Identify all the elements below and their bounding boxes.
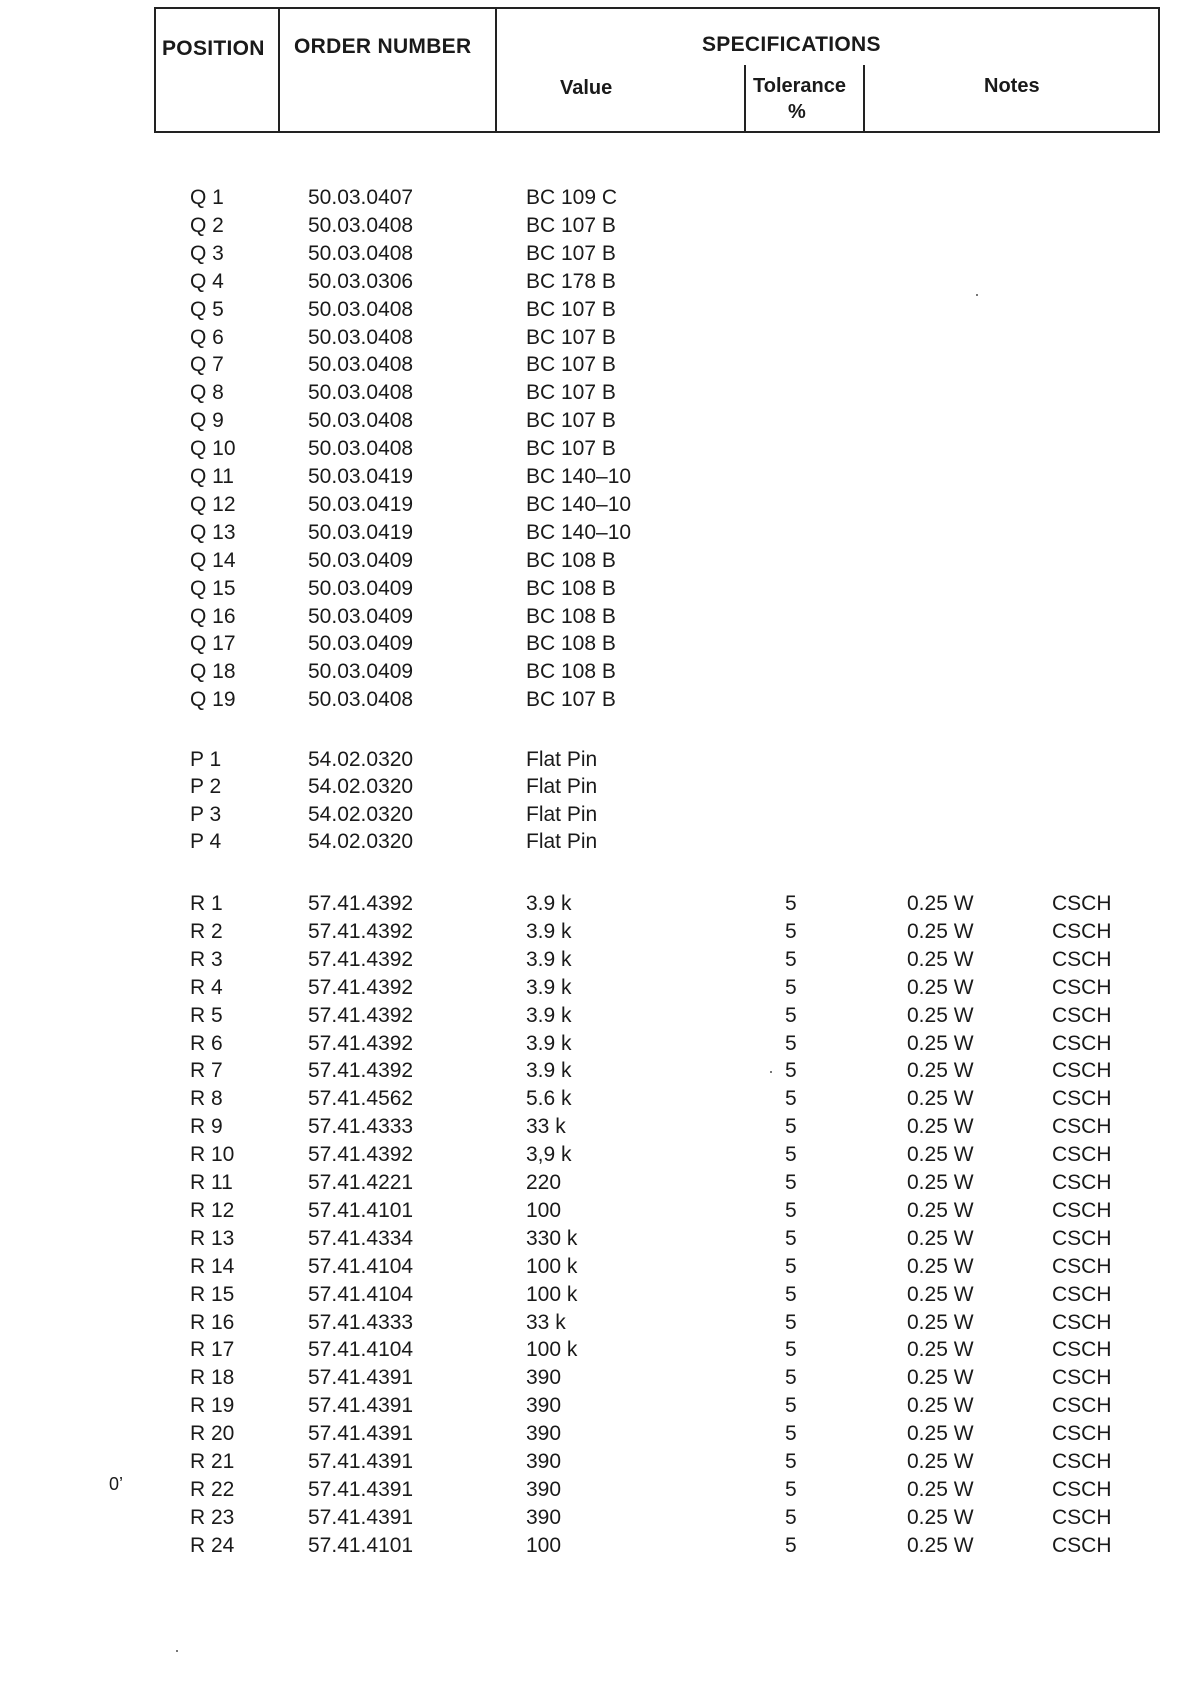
position-cell: P 4 (190, 829, 222, 853)
order-number-cell: 57.41.4334 (308, 1226, 414, 1250)
value-cell: 33 k (526, 1310, 566, 1334)
table-row (0, 298, 1190, 326)
table-row (0, 1255, 1190, 1283)
value-cell: Flat Pin (526, 829, 598, 853)
notes-cell: CSCH (1052, 1031, 1112, 1055)
position-cell: R 23 (190, 1505, 235, 1529)
notes-cell: CSCH (1052, 1338, 1112, 1362)
table-row (0, 549, 1190, 577)
power-cell: 0.25 W (907, 1254, 974, 1278)
value-cell: Flat Pin (526, 802, 598, 826)
notes-cell: CSCH (1052, 892, 1112, 915)
order-number-cell: 57.41.4104 (308, 1282, 414, 1306)
order-number-cell: 57.41.4333 (308, 1310, 414, 1334)
power-cell: 0.25 W (907, 1422, 974, 1446)
power-cell: 0.25 W (907, 1143, 974, 1167)
order-number-cell: 50.03.0419 (308, 465, 414, 488)
position-cell: Q 8 (190, 381, 224, 405)
value-cell: 390 (526, 1422, 562, 1446)
tolerance-cell: 5 (785, 1003, 797, 1027)
order-number-cell: 50.03.0409 (308, 576, 414, 600)
position-cell: Q 11 (190, 465, 234, 488)
table-row (0, 775, 1190, 803)
position-cell: R 2 (190, 919, 223, 943)
position-cell: Q 19 (190, 688, 236, 712)
header-value: Value (560, 77, 613, 99)
value-cell: 3.9 k (526, 1003, 572, 1027)
divider-tolerance (863, 65, 865, 131)
value-cell: 3.9 k (526, 1031, 572, 1055)
position-cell: R 9 (190, 1115, 223, 1139)
header-specifications: SPECIFICATIONS (702, 33, 881, 56)
order-number-cell: 50.03.0408 (308, 381, 414, 405)
order-number-cell: 57.41.4101 (308, 1533, 414, 1557)
value-cell: BC 108 B (526, 632, 616, 656)
table-row (0, 577, 1190, 605)
position-cell: R 10 (190, 1143, 235, 1167)
table-row (0, 660, 1190, 688)
value-cell: 3.9 k (526, 892, 572, 915)
power-cell: 0.25 W (907, 1533, 974, 1557)
order-number-cell: 50.03.0408 (308, 409, 414, 433)
power-cell: 0.25 W (907, 1115, 974, 1139)
tolerance-cell: 5 (785, 1310, 797, 1334)
position-cell: Q 10 (190, 437, 236, 461)
value-cell: 390 (526, 1394, 562, 1418)
value-cell: 100 k (526, 1338, 578, 1362)
value-cell: 390 (526, 1477, 562, 1501)
order-number-cell: 57.41.4333 (308, 1115, 414, 1139)
notes-cell: CSCH (1052, 1059, 1112, 1083)
value-cell: BC 108 B (526, 548, 616, 572)
value-cell: 220 (526, 1171, 562, 1194)
order-number-cell: 57.41.4562 (308, 1087, 414, 1111)
table-row (0, 920, 1190, 948)
position-cell: R 18 (190, 1366, 235, 1390)
order-number-cell: 50.03.0306 (308, 269, 414, 293)
order-number-cell: 57.41.4392 (308, 919, 414, 943)
tolerance-cell: 5 (785, 1087, 797, 1111)
position-cell: Q 13 (190, 520, 236, 544)
scan-speck (976, 294, 978, 296)
tolerance-cell: 5 (785, 1226, 797, 1250)
position-cell: R 19 (190, 1394, 235, 1418)
notes-cell: CSCH (1052, 1254, 1112, 1278)
table-row (0, 1143, 1190, 1171)
position-cell: R 6 (190, 1031, 223, 1055)
table-row (0, 1422, 1190, 1450)
table-row (0, 688, 1190, 716)
position-cell: Q 17 (190, 632, 236, 656)
tolerance-cell: 5 (785, 1282, 797, 1306)
tolerance-cell: 5 (785, 975, 797, 999)
table-row (0, 1059, 1190, 1087)
notes-cell: CSCH (1052, 1505, 1112, 1529)
position-cell: Q 18 (190, 660, 236, 684)
table-row (0, 1171, 1190, 1199)
position-cell: R 14 (190, 1254, 235, 1278)
table-row (0, 803, 1190, 831)
order-number-cell: 50.03.0409 (308, 660, 414, 684)
value-cell: 33 k (526, 1115, 566, 1139)
position-cell: R 17 (190, 1338, 235, 1362)
position-cell: R 3 (190, 947, 223, 971)
value-cell: BC 107 B (526, 381, 616, 405)
table-row (0, 1366, 1190, 1394)
position-cell: Q 6 (190, 325, 224, 349)
value-cell: 390 (526, 1366, 562, 1390)
position-cell: R 21 (190, 1450, 235, 1473)
position-cell: Q 5 (190, 297, 224, 321)
order-number-cell: 54.02.0320 (308, 829, 414, 853)
table-row (0, 270, 1190, 298)
value-cell: BC 107 B (526, 353, 616, 377)
order-number-cell: 50.03.0408 (308, 325, 414, 349)
position-cell: Q 3 (190, 241, 224, 265)
position-cell: R 20 (190, 1422, 235, 1446)
notes-cell: CSCH (1052, 1394, 1112, 1418)
position-cell: R 7 (190, 1059, 223, 1083)
power-cell: 0.25 W (907, 1477, 974, 1501)
table-row (0, 1115, 1190, 1143)
position-cell: R 1 (190, 892, 223, 915)
position-cell: R 12 (190, 1198, 235, 1222)
order-number-cell: 57.41.4391 (308, 1450, 414, 1473)
power-cell: 0.25 W (907, 892, 974, 915)
table-header (154, 7, 1160, 133)
position-cell: Q 7 (190, 353, 224, 377)
value-cell: 100 (526, 1533, 562, 1557)
position-cell: R 15 (190, 1282, 235, 1306)
order-number-cell: 57.41.4101 (308, 1198, 414, 1222)
order-number-cell: 57.41.4392 (308, 1003, 414, 1027)
position-cell: P 1 (190, 748, 222, 771)
tolerance-cell: 5 (785, 1171, 797, 1194)
table-row (0, 948, 1190, 976)
value-cell: 330 k (526, 1226, 578, 1250)
tolerance-cell: 5 (785, 1254, 797, 1278)
tolerance-cell: 5 (785, 1198, 797, 1222)
value-cell: BC 107 B (526, 241, 616, 265)
table-row (0, 892, 1190, 920)
table-row (0, 1338, 1190, 1366)
value-cell: 100 (526, 1198, 562, 1222)
table-row (0, 605, 1190, 633)
power-cell: 0.25 W (907, 1310, 974, 1334)
position-cell: Q 4 (190, 269, 224, 293)
order-number-cell: 50.03.0408 (308, 353, 414, 377)
power-cell: 0.25 W (907, 1031, 974, 1055)
position-cell: Q 12 (190, 492, 236, 516)
order-number-cell: 50.03.0408 (308, 213, 414, 237)
header-tolerance-unit: % (788, 101, 806, 123)
order-number-cell: 50.03.0408 (308, 688, 414, 712)
value-cell: BC 108 B (526, 576, 616, 600)
divider-value (744, 65, 746, 131)
position-cell: Q 2 (190, 213, 224, 237)
tolerance-cell: 5 (785, 1422, 797, 1446)
power-cell: 0.25 W (907, 1226, 974, 1250)
value-cell: BC 107 B (526, 409, 616, 433)
order-number-cell: 57.41.4392 (308, 892, 414, 915)
position-cell: R 4 (190, 975, 223, 999)
order-number-cell: 50.03.0419 (308, 520, 414, 544)
order-number-cell: 54.02.0320 (308, 802, 414, 826)
value-cell: 3.9 k (526, 919, 572, 943)
table-row (0, 521, 1190, 549)
tolerance-cell: 5 (785, 892, 797, 915)
value-cell: 390 (526, 1450, 562, 1473)
power-cell: 0.25 W (907, 919, 974, 943)
power-cell: 0.25 W (907, 947, 974, 971)
value-cell: BC 108 B (526, 660, 616, 684)
scan-speck (176, 1650, 178, 1652)
value-cell: 100 k (526, 1254, 578, 1278)
value-cell: BC 107 B (526, 325, 616, 349)
notes-cell: CSCH (1052, 975, 1112, 999)
value-cell: BC 109 C (526, 186, 618, 209)
table-row (0, 1004, 1190, 1032)
tolerance-cell: 5 (785, 947, 797, 971)
value-cell: BC 107 B (526, 213, 616, 237)
position-cell: R 11 (190, 1171, 233, 1194)
table-row (0, 493, 1190, 521)
tolerance-cell: 5 (785, 1115, 797, 1139)
value-cell: 3,9 k (526, 1143, 572, 1167)
order-number-cell: 50.03.0409 (308, 604, 414, 628)
order-number-cell: 57.41.4392 (308, 1031, 414, 1055)
order-number-cell: 57.41.4391 (308, 1422, 414, 1446)
order-number-cell: 50.03.0408 (308, 241, 414, 265)
notes-cell: CSCH (1052, 919, 1112, 943)
table-row (0, 186, 1190, 214)
value-cell: BC 140–10 (526, 465, 632, 488)
order-number-cell: 57.41.4221 (308, 1171, 414, 1194)
table-row (0, 1227, 1190, 1255)
value-cell: BC 108 B (526, 604, 616, 628)
power-cell: 0.25 W (907, 1366, 974, 1390)
notes-cell: CSCH (1052, 1226, 1112, 1250)
table-row (0, 976, 1190, 1004)
header-tolerance: Tolerance (753, 75, 846, 97)
tolerance-cell: 5 (785, 1477, 797, 1501)
position-cell: R 8 (190, 1087, 223, 1111)
value-cell: BC 140–10 (526, 520, 632, 544)
power-cell: 0.25 W (907, 975, 974, 999)
table-row (0, 1311, 1190, 1339)
notes-cell: CSCH (1052, 1533, 1112, 1557)
power-cell: 0.25 W (907, 1171, 974, 1194)
power-cell: 0.25 W (907, 1338, 974, 1362)
value-cell: 100 k (526, 1282, 578, 1306)
table-row (0, 242, 1190, 270)
notes-cell: CSCH (1052, 1171, 1112, 1194)
order-number-cell: 50.03.0408 (308, 297, 414, 321)
order-number-cell: 57.41.4104 (308, 1254, 414, 1278)
header-order-number: ORDER NUMBER (294, 35, 472, 58)
position-cell: R 24 (190, 1533, 235, 1557)
notes-cell: CSCH (1052, 1198, 1112, 1222)
order-number-cell: 50.03.0409 (308, 548, 414, 572)
notes-cell: CSCH (1052, 1087, 1112, 1111)
header-position: POSITION (162, 37, 265, 60)
value-cell: 3.9 k (526, 947, 572, 971)
table-row (0, 1394, 1190, 1422)
notes-cell: CSCH (1052, 1450, 1112, 1473)
table-row (0, 437, 1190, 465)
order-number-cell: 57.41.4392 (308, 1143, 414, 1167)
tolerance-cell: 5 (785, 1533, 797, 1557)
scan-speck (770, 1071, 772, 1073)
tolerance-cell: 5 (785, 1505, 797, 1529)
tolerance-cell: 5 (785, 919, 797, 943)
value-cell: 390 (526, 1505, 562, 1529)
value-cell: Flat Pin (526, 748, 598, 771)
order-number-cell: 57.41.4392 (308, 975, 414, 999)
order-number-cell: 57.41.4392 (308, 1059, 414, 1083)
order-number-cell: 57.41.4391 (308, 1366, 414, 1390)
value-cell: BC 107 B (526, 437, 616, 461)
power-cell: 0.25 W (907, 1394, 974, 1418)
table-row (0, 1032, 1190, 1060)
table-row (0, 1087, 1190, 1115)
table-row (0, 465, 1190, 493)
power-cell: 0.25 W (907, 1450, 974, 1473)
order-number-cell: 50.03.0409 (308, 632, 414, 656)
order-number-cell: 57.41.4391 (308, 1477, 414, 1501)
position-cell: P 3 (190, 802, 222, 826)
tolerance-cell: 5 (785, 1059, 797, 1083)
table-row (0, 1506, 1190, 1534)
order-number-cell: 54.02.0320 (308, 775, 414, 799)
power-cell: 0.25 W (907, 1198, 974, 1222)
power-cell: 0.25 W (907, 1059, 974, 1083)
value-cell: 3.9 k (526, 975, 572, 999)
table-row (0, 409, 1190, 437)
table-row (0, 748, 1190, 776)
value-cell: BC 140–10 (526, 492, 632, 516)
order-number-cell: 50.03.0407 (308, 186, 414, 209)
value-cell: BC 107 B (526, 688, 616, 712)
position-cell: Q 15 (190, 576, 236, 600)
position-cell: Q 16 (190, 604, 236, 628)
order-number-cell: 57.41.4391 (308, 1394, 414, 1418)
table-row (0, 381, 1190, 409)
order-number-cell: 50.03.0419 (308, 492, 414, 516)
table-row (0, 632, 1190, 660)
position-cell: Q 9 (190, 409, 224, 433)
position-cell: R 5 (190, 1003, 223, 1027)
table-row (0, 353, 1190, 381)
value-cell: 5.6 k (526, 1087, 572, 1111)
order-number-cell: 57.41.4392 (308, 947, 414, 971)
position-cell: P 2 (190, 775, 222, 799)
tolerance-cell: 5 (785, 1366, 797, 1390)
order-number-cell: 54.02.0320 (308, 748, 414, 771)
table-row (0, 214, 1190, 242)
table-row (0, 1478, 1190, 1506)
position-cell: R 13 (190, 1226, 235, 1250)
value-cell: BC 107 B (526, 297, 616, 321)
table-row (0, 1450, 1190, 1478)
table-row (0, 830, 1190, 858)
power-cell: 0.25 W (907, 1282, 974, 1306)
value-cell: Flat Pin (526, 775, 598, 799)
tolerance-cell: 5 (785, 1338, 797, 1362)
margin-mark: 0’ (109, 1474, 124, 1494)
order-number-cell: 50.03.0408 (308, 437, 414, 461)
notes-cell: CSCH (1052, 1143, 1112, 1167)
notes-cell: CSCH (1052, 1003, 1112, 1027)
power-cell: 0.25 W (907, 1087, 974, 1111)
notes-cell: CSCH (1052, 1115, 1112, 1139)
value-cell: BC 178 B (526, 269, 616, 293)
notes-cell: CSCH (1052, 1310, 1112, 1334)
position-cell: Q 14 (190, 548, 236, 572)
position-cell: R 16 (190, 1310, 235, 1334)
table-row (0, 1199, 1190, 1227)
tolerance-cell: 5 (785, 1394, 797, 1418)
table-row (0, 1283, 1190, 1311)
tolerance-cell: 5 (785, 1143, 797, 1167)
notes-cell: CSCH (1052, 947, 1112, 971)
notes-cell: CSCH (1052, 1366, 1112, 1390)
power-cell: 0.25 W (907, 1505, 974, 1529)
notes-cell: CSCH (1052, 1477, 1112, 1501)
notes-cell: CSCH (1052, 1422, 1112, 1446)
tolerance-cell: 5 (785, 1031, 797, 1055)
position-cell: Q 1 (190, 186, 224, 209)
tolerance-cell: 5 (785, 1450, 797, 1473)
divider-order-number (495, 9, 497, 131)
power-cell: 0.25 W (907, 1003, 974, 1027)
divider-position (278, 9, 280, 131)
order-number-cell: 57.41.4104 (308, 1338, 414, 1362)
order-number-cell: 57.41.4391 (308, 1505, 414, 1529)
notes-cell: CSCH (1052, 1282, 1112, 1306)
header-notes: Notes (984, 75, 1040, 97)
value-cell: 3.9 k (526, 1059, 572, 1083)
position-cell: R 22 (190, 1477, 235, 1501)
table-row (0, 326, 1190, 354)
table-row (0, 1534, 1190, 1562)
